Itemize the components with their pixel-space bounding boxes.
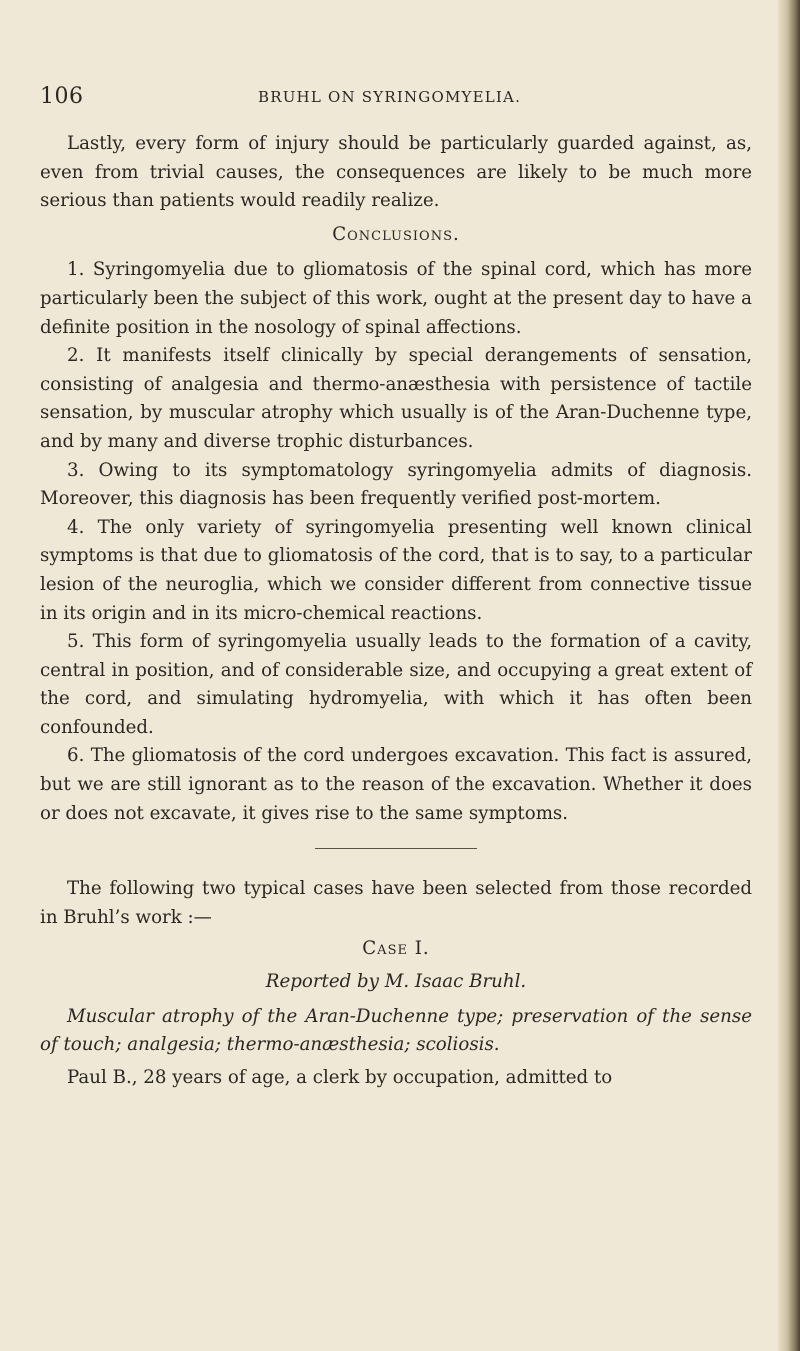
case-text: Paul B., 28 years of age, a clerk by occupation, admitted to — [67, 1066, 613, 1088]
case-heading: Case I. — [362, 938, 430, 960]
case-reporter: Reported by M. Isaac Bruhl. — [265, 971, 527, 993]
conclusion-item: 6. The gliomatosis of the cord undergoes excavation. This fact is assured, but we are still ignorant as to the reason of the excavation. Whether it does or does not excavate, it gives rise to the same symptoms. — [40, 745, 752, 824]
conclusions-heading: Conclusions. — [332, 223, 460, 245]
cases-intro: The following two typical cases have been selected from those recorded in Bruhl’s work :— — [40, 878, 752, 928]
page-header — [0, 84, 800, 118]
section-divider — [315, 848, 477, 849]
running-head: BRUHL ON SYRINGOMYELIA. — [258, 88, 522, 106]
page-body — [40, 130, 752, 1092]
conclusion-item: 4. The only variety of syringomyelia presenting well known clinical symptoms is that due to gliomatosis of the cord, that is to say, to a particular lesion of the neuroglia, which we consider different from connective tissue in its origin and in its micro-chemical reactions. — [40, 516, 752, 624]
page-number: 106 — [40, 84, 84, 109]
intro-paragraph: Lastly, every form of injury should be particularly guarded against, as, even from trivial causes, the consequences are likely to be much more serious than patients would readily realize. — [40, 133, 752, 212]
conclusion-item: 1. Syringomyelia due to gliomatosis of the spinal cord, which has more particularly been the subject of this work, ought at the present day to have a definite position in the nosology of spinal affections. — [40, 259, 752, 338]
conclusion-item: 5. This form of syringomyelia usually leads to the formation of a cavity, central in position, and of considerable size, and occupying a great extent of the cord, and simulating hydromyelia, with which it has often been confounded. — [40, 631, 752, 738]
conclusion-item: 2. It manifests itself clinically by special derangements of sensation, consisting of analgesia and thermo-anæsthesia with persistence of tactile sensation, by muscular atrophy which usually is of the Aran-Duchenne type, and by many and diverse trophic disturbances. — [40, 345, 752, 452]
case-title: Muscular atrophy of the Aran-Duchenne type; preservation of the sense of touch; analgesia; thermo-anæsthesia; scoliosis. — [40, 1005, 752, 1056]
book-spine-shadow — [778, 0, 800, 1351]
conclusion-item: 3. Owing to its symptomatology syringomyelia admits of diagnosis. Moreover, this diagnosis has been frequently verified post-mortem. — [40, 459, 752, 510]
